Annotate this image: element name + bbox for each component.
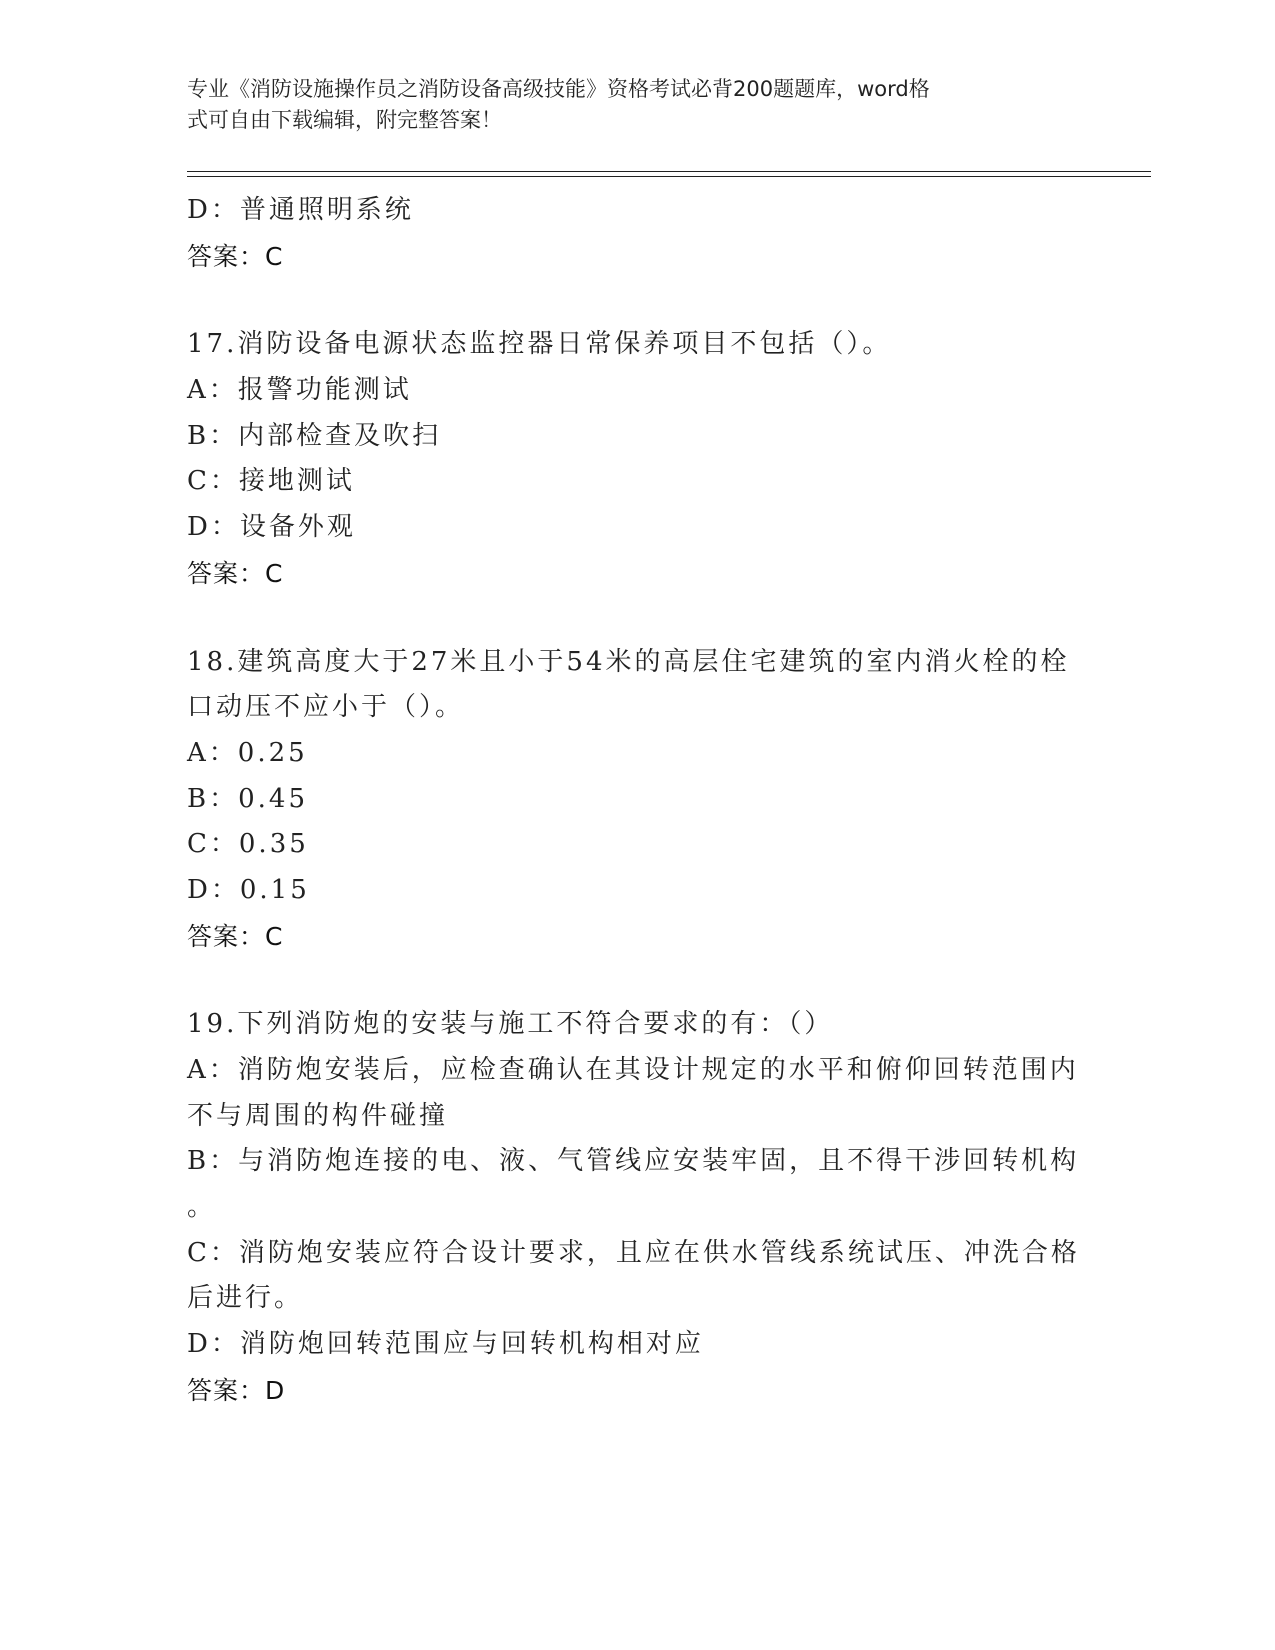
option-c-line-2: 后进行。 (187, 1283, 304, 1314)
option-b-line-1: B：与消防炮连接的电、液、气管线应安装牢固，且不得干涉回转机构 (187, 1146, 1080, 1177)
question-stem-line-2: 口动压不应小于（）。 (187, 692, 465, 723)
answer: 答案：C (187, 241, 284, 271)
question-stem-line-1: 18.建筑高度大于27米且小于54米的高层住宅建筑的室内消火栓的栓 (187, 646, 1070, 677)
option-d: D：普通照明系统 (187, 195, 414, 225)
option-a-line-2: 不与周围的构件碰撞 (187, 1100, 449, 1131)
answer: 答案：C (187, 921, 284, 951)
question-list (187, 188, 1087, 1414)
question-stem: 19.下列消防炮的安装与施工不符合要求的有：（） (187, 1009, 834, 1040)
option-a: A：0.25 (187, 737, 308, 768)
option-a: A：报警功能测试 (187, 375, 412, 406)
option-d: D：设备外观 (187, 512, 356, 543)
answer: 答案：D (187, 1375, 286, 1405)
question-18 (187, 640, 1087, 960)
question-stem: 17.消防设备电源状态监控器日常保养项目不包括（）。 (187, 329, 892, 360)
option-c: C：接地测试 (187, 466, 355, 497)
answer: 答案：C (187, 558, 284, 588)
header-line-1: 专业《消防设施操作员之消防设备高级技能》资格考试必背200题题库，word格 (187, 77, 930, 101)
document-header (187, 74, 1067, 136)
option-b-line-2: 。 (187, 1192, 217, 1223)
option-a-line-1: A：消防炮安装后，应检查确认在其设计规定的水平和俯仰回转范围内 (187, 1055, 1079, 1085)
question-17 (187, 322, 1087, 596)
header-rule-bottom (187, 176, 1151, 177)
question-16-tail (187, 188, 1087, 279)
header-rule-top (187, 171, 1151, 172)
header-line-2: 式可自由下载编辑，附完整答案！ (187, 108, 502, 132)
option-c: C：0.35 (187, 829, 309, 860)
option-d: D：消防炮回转范围应与回转机构相对应 (187, 1329, 704, 1360)
option-c-line-1: C：消防炮安装应符合设计要求，且应在供水管线系统试压、冲洗合格 (187, 1237, 1080, 1268)
option-b: B：内部检查及吹扫 (187, 420, 442, 451)
option-d: D：0.15 (187, 874, 310, 905)
question-19 (187, 1002, 1087, 1413)
option-b: B：0.45 (187, 783, 308, 814)
